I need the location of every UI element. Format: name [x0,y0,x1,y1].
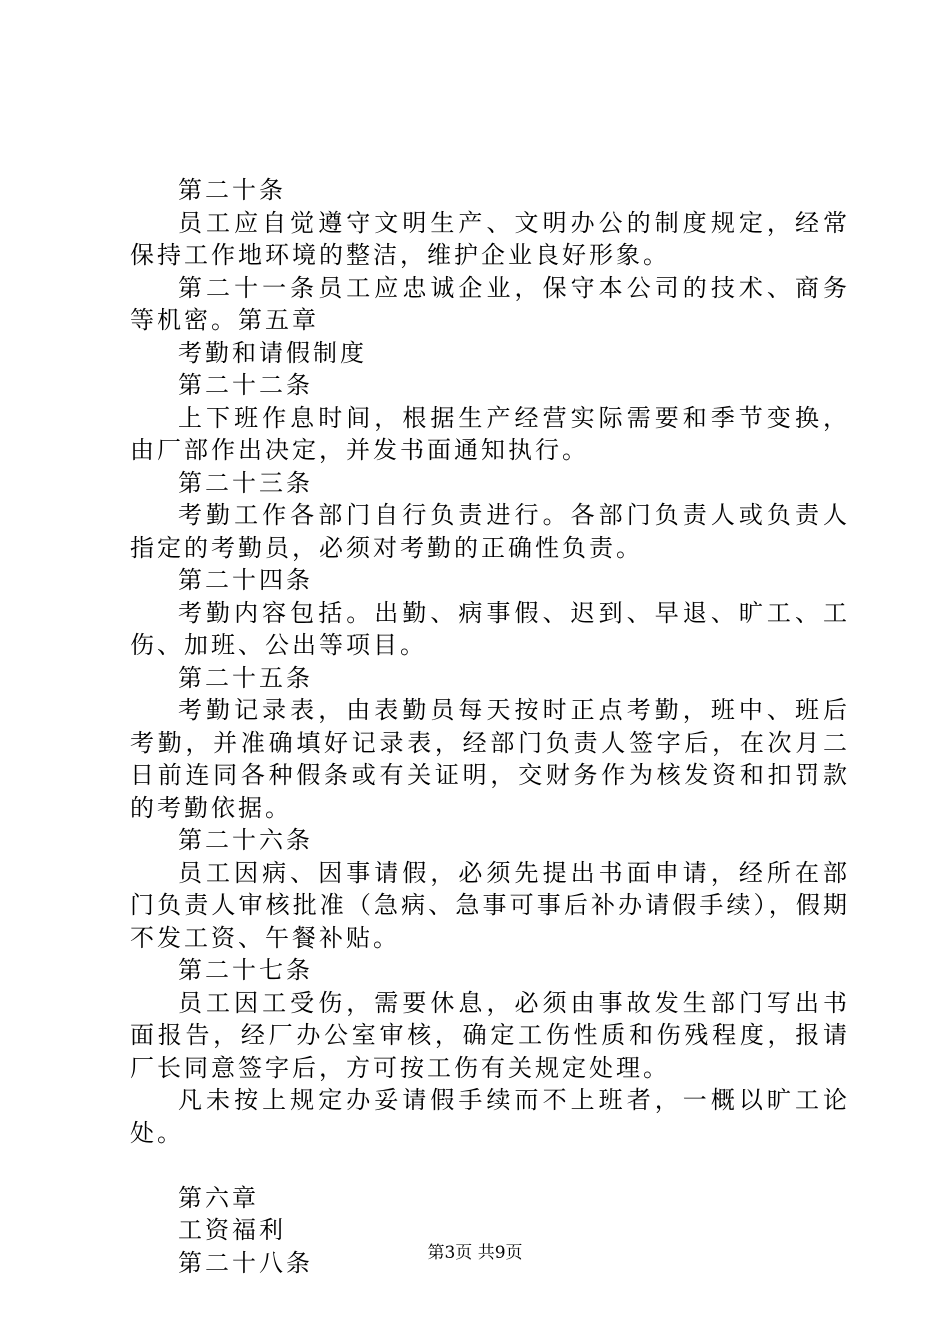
paragraph: 考勤内容包括。出勤、病事假、迟到、早退、旷工、工伤、加班、公出等项目。 [130,598,850,659]
paragraph: 考勤工作各部门自行负责进行。各部门负责人或负责人指定的考勤员，必须对考勤的正确性负责。 [130,501,850,562]
paragraph: 员工因病、因事请假，必须先提出书面申请，经所在部门负责人审核批准（急病、急事可事后补办请假手续），假期不发工资、午餐补贴。 [130,858,850,952]
page-footer [0,1243,950,1263]
paragraph: 上下班作息时间，根据生产经营实际需要和季节变换，由厂部作出决定，并发书面通知执行。 [130,403,850,464]
document-body [130,174,850,1279]
chapter-heading: 第六章 [178,1183,259,1212]
article-heading: 第二十七条 [178,956,313,984]
article-heading: 第二十二条 [178,371,313,399]
paragraph: 第二十一条员工应忠诚企业，保守本公司的技术、商务等机密。第五章 [130,273,850,334]
blank-line [130,1149,850,1182]
paragraph: 员工应自觉遵守文明生产、文明办公的制度规定，经常保持工作地环境的整洁，维护企业良好形象。 [130,208,850,269]
article-heading: 第二十四条 [178,566,313,594]
page-number-label: 第3页 共9页 [427,1243,523,1263]
article-heading: 第二十五条 [178,663,313,692]
chapter-title: 考勤和请假制度 [178,338,367,367]
paragraph: 凡未按上规定办妥请假手续而不上班者，一概以旷工论处。 [130,1086,850,1147]
chapter-title: 工资福利 [178,1216,286,1244]
article-heading: 第二十三条 [178,468,313,497]
article-heading: 第二十条 [178,176,286,204]
paragraph: 考勤记录表，由表勤员每天按时正点考勤，班中、班后考勤，并准确填好记录表，经部门负责人签字后，在次月二日前连同各种假条或有关证明，交财务作为核发资和扣罚款的考勤依据。 [130,696,850,822]
article-heading: 第二十六条 [178,826,313,854]
article-heading: 第二十八条 [178,1248,313,1277]
paragraph: 员工因工受伤，需要休息，必须由事故发生部门写出书面报告，经厂办公室审核，确定工伤性质和伤残程度，报请厂长同意签字后，方可按工伤有关规定处理。 [130,988,850,1082]
